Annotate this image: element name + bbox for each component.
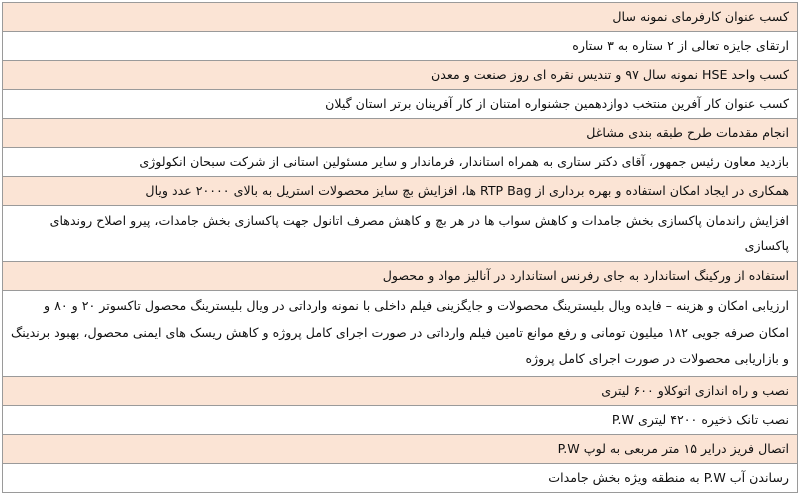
table-row: نصب و راه اندازی اتوکلاو ۶۰۰ لیتری [3, 377, 797, 406]
table-row: استفاده از ورکینگ استاندارد به جای رفرنس استاندارد در آنالیز مواد و محصول [3, 262, 797, 291]
achievements-table [2, 2, 798, 493]
table-row: کسب عنوان کار آفرین منتخب دوازدهمین جشنواره امتنان از کار آفرینان برتر استان گیلان [3, 90, 797, 119]
table-row: بازدید معاون رئیس جمهور، آقای دکتر ستاری به همراه استاندار، فرماندار و سایر مسئولین استانی از شرکت سبحان انکولوژی [3, 148, 797, 177]
table-row: ارتقای جایزه تعالی از ۲ ستاره به ۳ ستاره [3, 32, 797, 61]
table-row: اتصال فریز درایر ۱۵ متر مربعی به لوپ P.W [3, 435, 797, 464]
table-row: کسب عنوان کارفرمای نمونه سال [3, 3, 797, 32]
table-row: کسب واحد HSE نمونه سال ۹۷ و تندیس نقره ای روز صنعت و معدن [3, 61, 797, 90]
table-row: ارزیابی امکان و هزینه – فایده ویال بلیسترینگ محصولات و جایگزینی فیلم داخلی با نمونه وارداتی در ویال بلیسترینگ محصول تاکسوتر ۲۰ و ۸۰ و امکان صرفه جویی ۱۸۲ میلیون تومانی و رفع موانع تامین فیلم وارداتی در صورت اجرای کامل پروژه و کاهش ریسک های ایمنی محصول، بهبود برندینگ و بازاریابی محصولات در صورت اجرای کامل پروژه [3, 291, 797, 377]
table-row: همکاری در ایجاد امکان استفاده و بهره برداری از RTP Bag ها، افزایش بچ سایز محصولات استریل به بالای ۲۰۰۰۰ عدد ویال [3, 177, 797, 206]
table-row: نصب تانک ذخیره ۴۲۰۰ لیتری P.W [3, 406, 797, 435]
table-row: افزایش راندمان پاکسازی بخش جامدات و کاهش سواب ها در هر بچ و کاهش مصرف اتانول جهت پاکسازی بخش جامدات، پیرو اصلاح روندهای پاکسازی [3, 206, 797, 262]
table-row: رساندن آب P.W به منطقه ویژه بخش جامدات [3, 464, 797, 492]
table-row: انجام مقدمات طرح طبقه بندی مشاغل [3, 119, 797, 148]
